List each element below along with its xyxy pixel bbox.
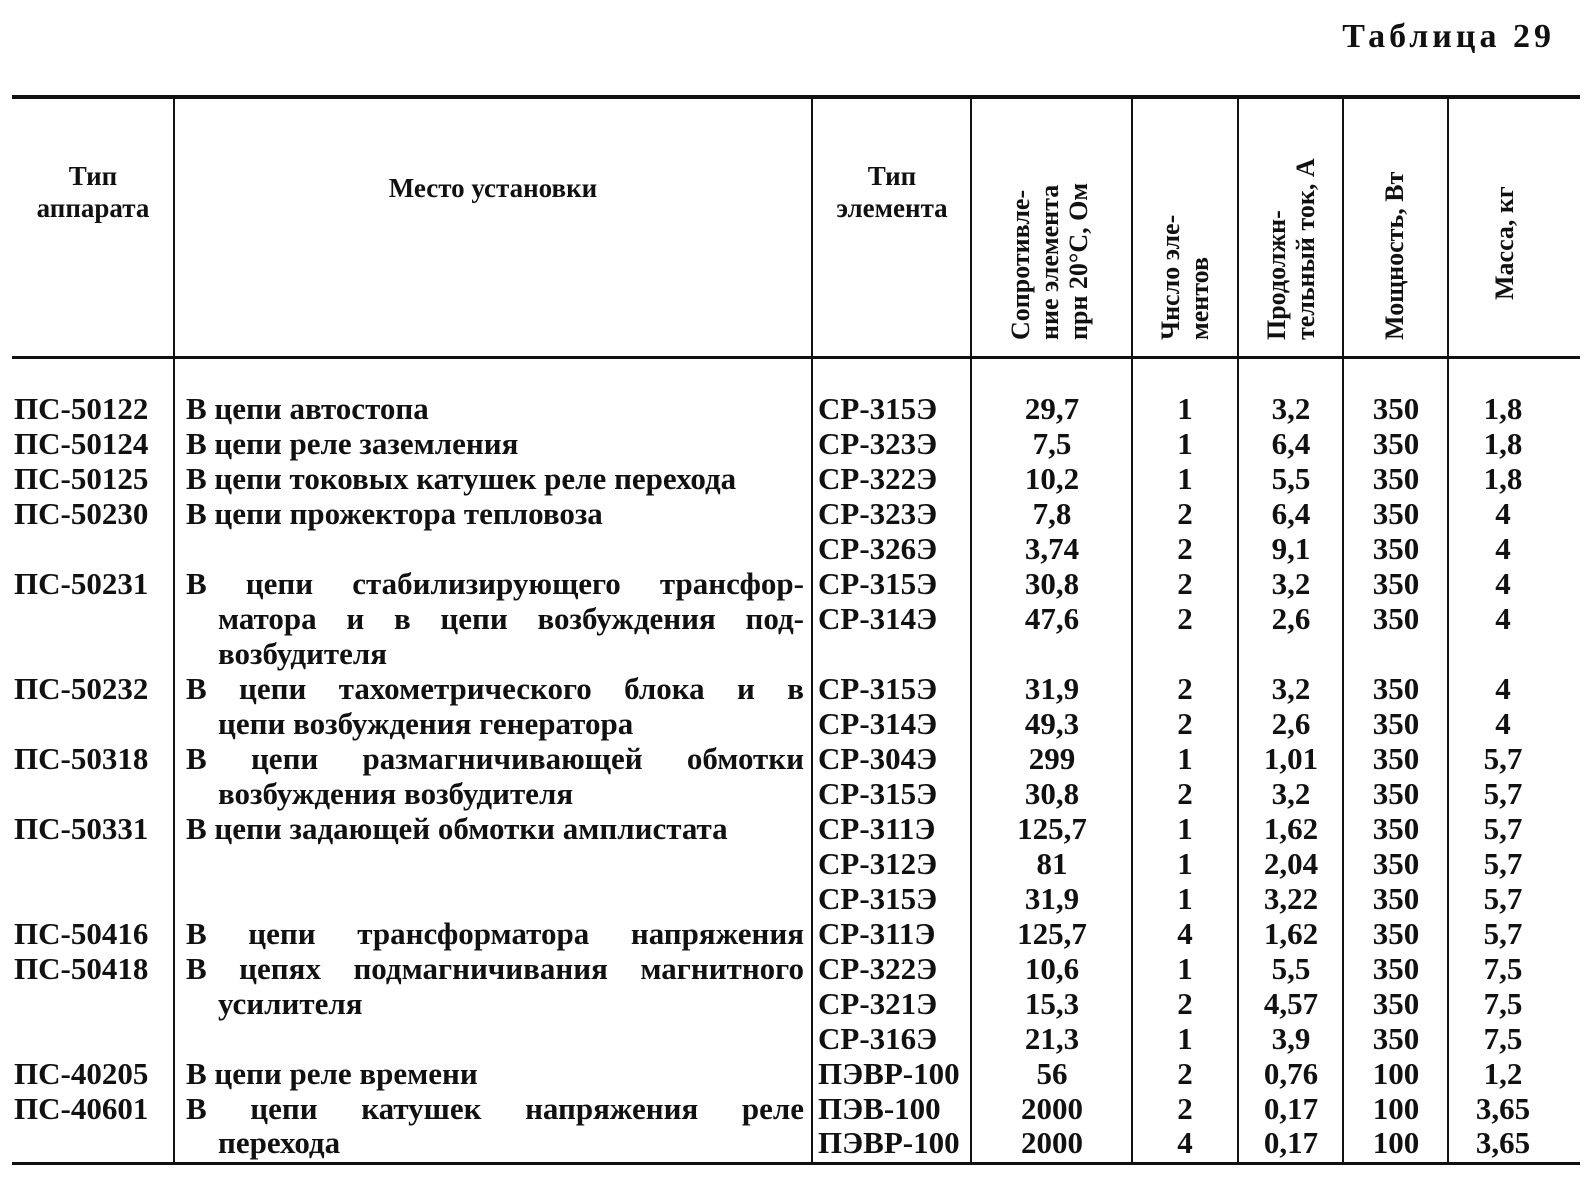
cell-count: 1 bbox=[1177, 811, 1193, 846]
cell-element-type: СР-312Э bbox=[818, 846, 938, 881]
cell-element-type: СР-316Э bbox=[818, 1021, 938, 1056]
cell-current: 2,6 bbox=[1271, 706, 1311, 741]
cell-element-type: СР-311Э bbox=[818, 916, 936, 951]
cell-element-type: СР-315Э bbox=[818, 776, 938, 811]
header-count bbox=[1156, 118, 1214, 340]
cell-mass: 3,65 bbox=[1475, 1125, 1531, 1160]
header-app-type bbox=[14, 160, 172, 224]
cell-element-type: СР-304Э bbox=[818, 741, 938, 776]
cell-element-type: СР-314Э bbox=[818, 706, 938, 741]
cell-count: 2 bbox=[1177, 496, 1193, 531]
cell-count: 1 bbox=[1177, 951, 1193, 986]
cell-power: 350 bbox=[1372, 951, 1420, 986]
header-line: аппарата bbox=[36, 193, 150, 223]
cell-resistance: 125,7 bbox=[1017, 916, 1087, 951]
cell-place: усилителя bbox=[218, 986, 363, 1021]
cell-resistance: 3,74 bbox=[1024, 531, 1080, 566]
header-line: элемента bbox=[836, 193, 948, 223]
header-current bbox=[1262, 118, 1320, 340]
cell-power: 350 bbox=[1372, 1021, 1420, 1056]
header-line: Масса, кг bbox=[1490, 186, 1519, 300]
cell-power: 350 bbox=[1372, 916, 1420, 951]
cell-power: 350 bbox=[1372, 601, 1420, 636]
cell-resistance: 30,8 bbox=[1024, 776, 1080, 811]
cell-resistance: 31,9 bbox=[1024, 881, 1080, 916]
cell-place: В цепи трансформатора напряжения bbox=[186, 916, 804, 951]
cell-place: возбудителя bbox=[218, 636, 388, 671]
cell-power: 350 bbox=[1372, 776, 1420, 811]
cell-element-type: СР-323Э bbox=[818, 496, 938, 531]
cell-place: В цепи катушек напряжения реле bbox=[186, 1091, 804, 1126]
column-divider bbox=[811, 97, 813, 1164]
cell-app-type: ПС-50331 bbox=[14, 811, 149, 846]
cell-app-type: ПС-40205 bbox=[14, 1056, 149, 1091]
cell-mass: 5,7 bbox=[1483, 846, 1523, 881]
cell-element-type: СР-315Э bbox=[818, 566, 938, 601]
cell-mass: 4 bbox=[1495, 706, 1511, 741]
cell-mass: 1,2 bbox=[1483, 1056, 1523, 1091]
cell-power: 350 bbox=[1372, 426, 1420, 461]
cell-place: перехода bbox=[218, 1125, 341, 1160]
cell-element-type: ПЭВР-100 bbox=[818, 1125, 960, 1160]
cell-app-type: ПС-50418 bbox=[14, 951, 149, 986]
cell-element-type: СР-322Э bbox=[818, 951, 938, 986]
cell-app-type: ПС-40601 bbox=[14, 1091, 149, 1126]
cell-mass: 7,5 bbox=[1483, 951, 1523, 986]
cell-count: 1 bbox=[1177, 741, 1193, 776]
cell-app-type: ПС-50231 bbox=[14, 566, 149, 601]
cell-mass: 1,8 bbox=[1483, 461, 1523, 496]
cell-place: возбуждения возбудителя bbox=[218, 776, 574, 811]
cell-power: 350 bbox=[1372, 461, 1420, 496]
cell-resistance: 31,9 bbox=[1024, 671, 1080, 706]
header-rule bbox=[12, 356, 1580, 359]
cell-count: 2 bbox=[1177, 566, 1193, 601]
cell-current: 2,6 bbox=[1271, 601, 1311, 636]
cell-current: 3,2 bbox=[1271, 776, 1311, 811]
cell-mass: 5,7 bbox=[1483, 881, 1523, 916]
cell-element-type: ПЭВ-100 bbox=[818, 1091, 941, 1126]
cell-resistance: 47,6 bbox=[1024, 601, 1080, 636]
cell-mass: 5,7 bbox=[1483, 741, 1523, 776]
cell-current: 4,57 bbox=[1263, 986, 1319, 1021]
column-divider bbox=[173, 97, 175, 1164]
header-line: тельный ток, А bbox=[1291, 158, 1320, 340]
cell-resistance: 2000 bbox=[1021, 1091, 1083, 1126]
header-line: Сопротивле- bbox=[1006, 189, 1035, 340]
cell-resistance: 2000 bbox=[1021, 1125, 1083, 1160]
cell-current: 5,5 bbox=[1271, 461, 1311, 496]
cell-power: 350 bbox=[1372, 741, 1420, 776]
cell-element-type: СР-322Э bbox=[818, 461, 938, 496]
cell-count: 2 bbox=[1177, 986, 1193, 1021]
header-line: Тип bbox=[68, 161, 118, 191]
bottom-rule bbox=[12, 1162, 1580, 1165]
cell-power: 350 bbox=[1372, 881, 1420, 916]
cell-resistance: 49,3 bbox=[1024, 706, 1080, 741]
column-divider bbox=[970, 97, 972, 1164]
header-resistance bbox=[1006, 118, 1093, 340]
cell-count: 1 bbox=[1177, 461, 1193, 496]
cell-power: 350 bbox=[1372, 566, 1420, 601]
cell-current: 3,2 bbox=[1271, 391, 1311, 426]
cell-app-type: ПС-50122 bbox=[14, 391, 149, 426]
cell-mass: 1,8 bbox=[1483, 391, 1523, 426]
cell-place: В цепи токовых катушек реле перехода bbox=[186, 461, 737, 496]
cell-mass: 5,7 bbox=[1483, 811, 1523, 846]
cell-resistance: 30,8 bbox=[1024, 566, 1080, 601]
column-divider bbox=[1447, 97, 1449, 1164]
cell-place: В цепи реле времени bbox=[186, 1056, 478, 1091]
cell-place: В цепи реле заземления bbox=[186, 426, 519, 461]
cell-current: 3,2 bbox=[1271, 671, 1311, 706]
cell-mass: 5,7 bbox=[1483, 916, 1523, 951]
cell-element-type: СР-315Э bbox=[818, 671, 938, 706]
cell-power: 350 bbox=[1372, 531, 1420, 566]
cell-element-type: СР-311Э bbox=[818, 811, 936, 846]
header-line: Место установки bbox=[388, 173, 598, 203]
cell-count: 2 bbox=[1177, 1056, 1193, 1091]
cell-count: 1 bbox=[1177, 881, 1193, 916]
cell-count: 1 bbox=[1177, 426, 1193, 461]
cell-element-type: СР-314Э bbox=[818, 601, 938, 636]
header-line: ние элемента bbox=[1035, 184, 1064, 340]
cell-resistance: 125,7 bbox=[1017, 811, 1087, 846]
cell-count: 2 bbox=[1177, 601, 1193, 636]
cell-element-type: ПЭВР-100 bbox=[818, 1056, 960, 1091]
cell-mass: 4 bbox=[1495, 496, 1511, 531]
column-divider bbox=[1342, 97, 1344, 1164]
cell-place: В цепи стабилизирующего трансфор- bbox=[186, 566, 804, 601]
cell-place: В цепи задающей обмотки амплистата bbox=[186, 811, 728, 846]
cell-power: 350 bbox=[1372, 671, 1420, 706]
cell-current: 6,4 bbox=[1271, 426, 1311, 461]
cell-place: В цепи тахометрического блока и в bbox=[186, 671, 804, 706]
cell-resistance: 299 bbox=[1028, 741, 1076, 776]
cell-current: 1,62 bbox=[1263, 811, 1319, 846]
cell-resistance: 7,5 bbox=[1032, 426, 1072, 461]
cell-place: матора и в цепи возбуждения под- bbox=[218, 601, 804, 636]
cell-power: 100 bbox=[1372, 1091, 1420, 1126]
cell-current: 0,17 bbox=[1263, 1091, 1319, 1126]
cell-resistance: 10,6 bbox=[1024, 951, 1080, 986]
header-place bbox=[176, 172, 810, 204]
cell-mass: 4 bbox=[1495, 531, 1511, 566]
cell-current: 3,22 bbox=[1263, 881, 1319, 916]
cell-place: В цепи размагничивающей обмотки bbox=[186, 741, 804, 776]
cell-count: 2 bbox=[1177, 706, 1193, 741]
cell-app-type: ПС-50124 bbox=[14, 426, 149, 461]
cell-count: 2 bbox=[1177, 531, 1193, 566]
cell-current: 5,5 bbox=[1271, 951, 1311, 986]
cell-power: 350 bbox=[1372, 811, 1420, 846]
cell-count: 1 bbox=[1177, 846, 1193, 881]
cell-mass: 5,7 bbox=[1483, 776, 1523, 811]
cell-power: 100 bbox=[1372, 1056, 1420, 1091]
cell-place: В цепи прожектора тепловоза bbox=[186, 496, 603, 531]
header-line: ментов bbox=[1185, 256, 1214, 340]
top-rule bbox=[12, 95, 1580, 99]
cell-count: 1 bbox=[1177, 1021, 1193, 1056]
header-line: Продолжн- bbox=[1262, 210, 1291, 340]
cell-resistance: 15,3 bbox=[1024, 986, 1080, 1021]
cell-count: 2 bbox=[1177, 1091, 1193, 1126]
header-line: Мощность, Вт bbox=[1380, 171, 1409, 340]
cell-mass: 4 bbox=[1495, 671, 1511, 706]
cell-resistance: 7,8 bbox=[1032, 496, 1072, 531]
cell-place: цепи возбуждения генератора bbox=[218, 706, 634, 741]
cell-power: 100 bbox=[1372, 1125, 1420, 1160]
header-power bbox=[1380, 118, 1409, 340]
cell-count: 1 bbox=[1177, 391, 1193, 426]
cell-app-type: ПС-50232 bbox=[14, 671, 149, 706]
cell-current: 1,01 bbox=[1263, 741, 1319, 776]
cell-element-type: СР-321Э bbox=[818, 986, 938, 1021]
header-element-type bbox=[814, 160, 970, 224]
cell-power: 350 bbox=[1372, 496, 1420, 531]
cell-count: 4 bbox=[1177, 1125, 1193, 1160]
cell-count: 4 bbox=[1177, 916, 1193, 951]
cell-power: 350 bbox=[1372, 986, 1420, 1021]
cell-current: 0,76 bbox=[1263, 1056, 1319, 1091]
cell-current: 3,9 bbox=[1271, 1021, 1311, 1056]
header-mass bbox=[1490, 150, 1519, 300]
cell-mass: 4 bbox=[1495, 566, 1511, 601]
cell-mass: 3,65 bbox=[1475, 1091, 1531, 1126]
cell-power: 350 bbox=[1372, 391, 1420, 426]
cell-app-type: ПС-50416 bbox=[14, 916, 149, 951]
cell-resistance: 81 bbox=[1036, 846, 1068, 881]
cell-place: В цепи автостопа bbox=[186, 391, 429, 426]
cell-element-type: СР-326Э bbox=[818, 531, 938, 566]
cell-element-type: СР-315Э bbox=[818, 391, 938, 426]
column-divider bbox=[1131, 97, 1133, 1164]
cell-current: 6,4 bbox=[1271, 496, 1311, 531]
cell-mass: 1,8 bbox=[1483, 426, 1523, 461]
header-line: Тип bbox=[867, 161, 917, 191]
cell-power: 350 bbox=[1372, 846, 1420, 881]
cell-count: 2 bbox=[1177, 671, 1193, 706]
cell-app-type: ПС-50230 bbox=[14, 496, 149, 531]
cell-app-type: ПС-50125 bbox=[14, 461, 149, 496]
table-caption: Таблица 29 bbox=[1342, 18, 1555, 55]
cell-current: 9,1 bbox=[1271, 531, 1311, 566]
cell-current: 2,04 bbox=[1263, 846, 1319, 881]
cell-current: 0,17 bbox=[1263, 1125, 1319, 1160]
cell-current: 3,2 bbox=[1271, 566, 1311, 601]
header-line: Чнсло эле- bbox=[1156, 214, 1185, 340]
cell-element-type: СР-323Э bbox=[818, 426, 938, 461]
cell-mass: 7,5 bbox=[1483, 986, 1523, 1021]
cell-resistance: 29,7 bbox=[1024, 391, 1080, 426]
cell-app-type: ПС-50318 bbox=[14, 741, 149, 776]
cell-current: 1,62 bbox=[1263, 916, 1319, 951]
cell-power: 350 bbox=[1372, 706, 1420, 741]
cell-resistance: 10,2 bbox=[1024, 461, 1080, 496]
cell-count: 2 bbox=[1177, 776, 1193, 811]
cell-resistance: 21,3 bbox=[1024, 1021, 1080, 1056]
cell-resistance: 56 bbox=[1036, 1056, 1068, 1091]
header-line: прн 20°С, Ом bbox=[1064, 182, 1093, 340]
column-divider bbox=[1237, 97, 1239, 1164]
cell-mass: 7,5 bbox=[1483, 1021, 1523, 1056]
cell-element-type: СР-315Э bbox=[818, 881, 938, 916]
cell-mass: 4 bbox=[1495, 601, 1511, 636]
cell-place: В цепях подмагничивания магнитного bbox=[186, 951, 804, 986]
